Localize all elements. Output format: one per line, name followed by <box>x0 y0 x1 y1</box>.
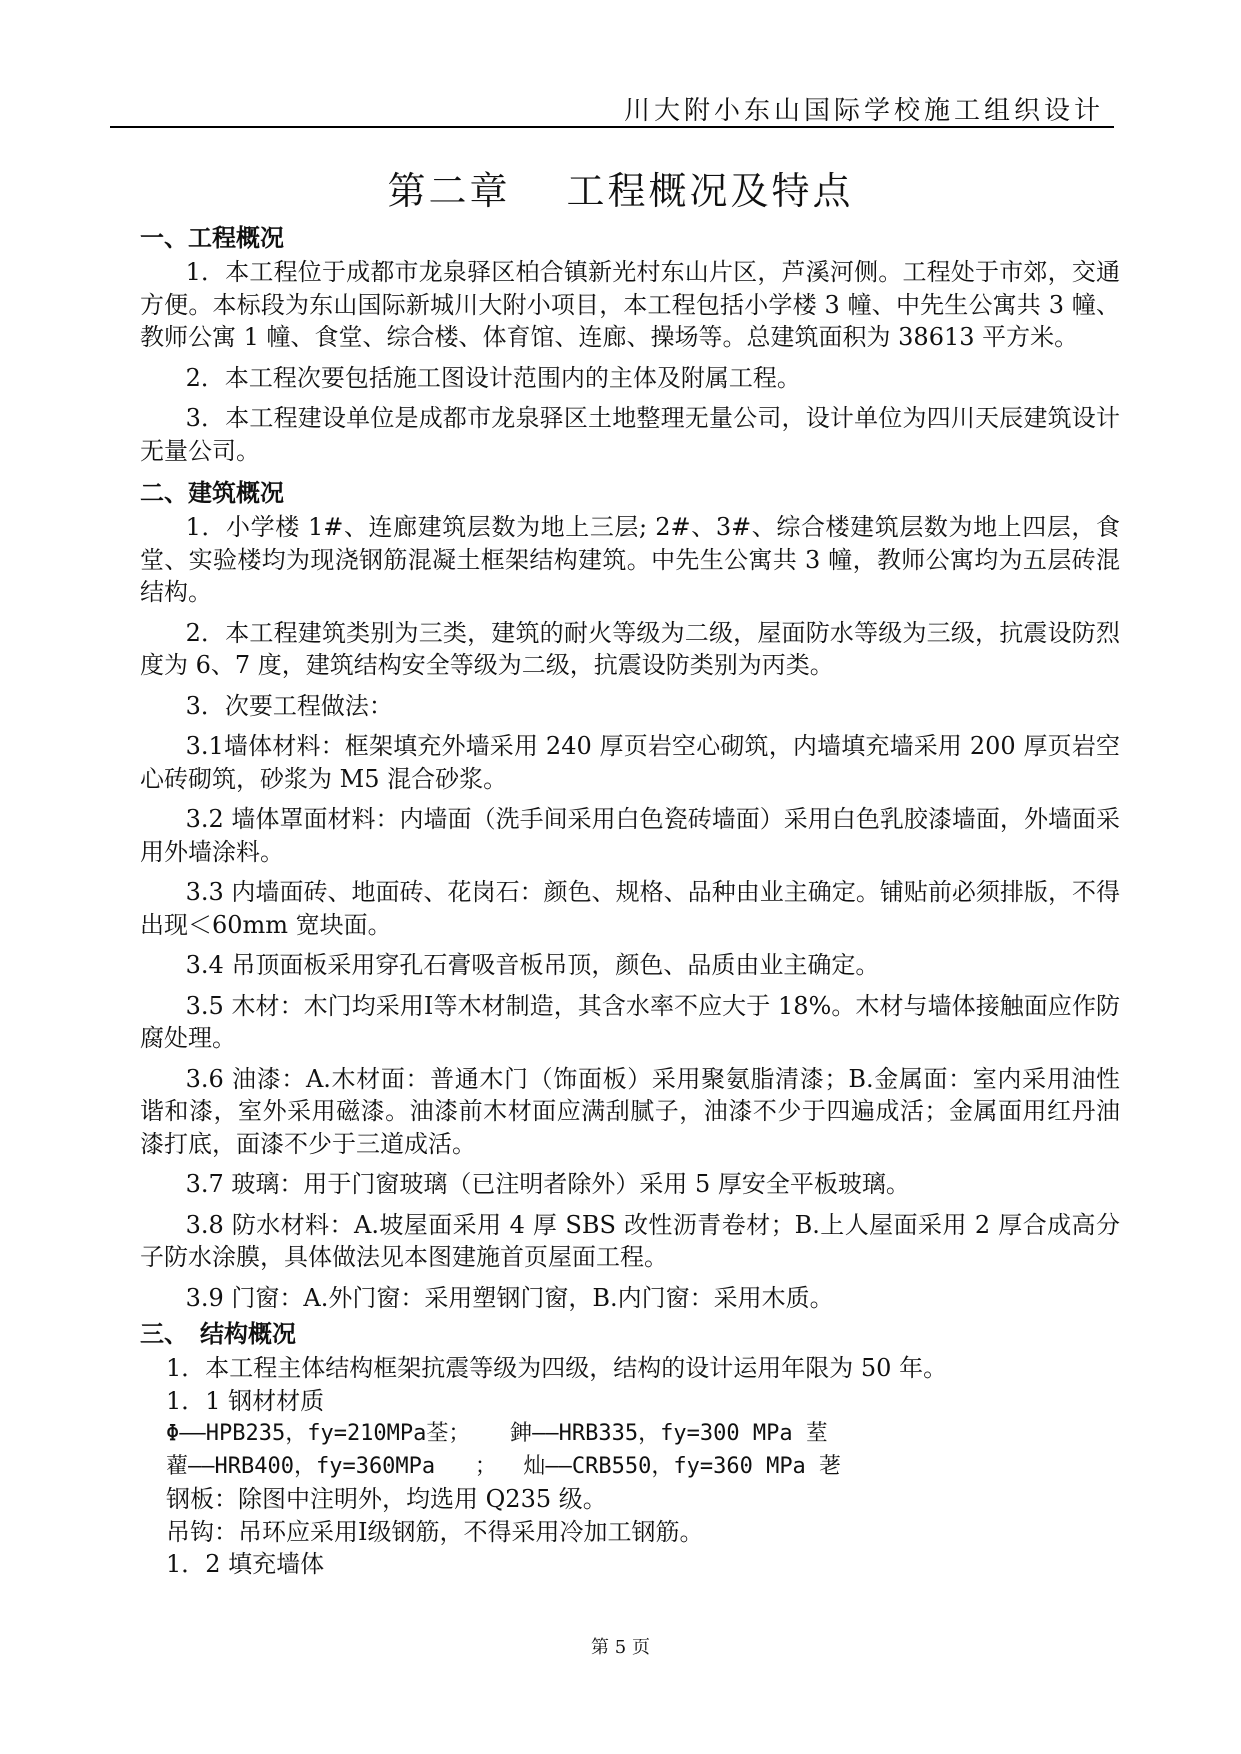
subheading: 1．2 填充墙体 <box>166 1550 325 1578</box>
paragraph: 钢板：除图中注明外，均选用 Q235 级。 <box>166 1485 607 1513</box>
paragraph: 3.8 防水材料：A.坡屋面采用 4 厚 SBS 改性沥青卷材；B.上人屋面采用 2 厚合成高分子防水涂膜，具体做法见本图建施首页屋面工程。 <box>140 1210 1120 1271</box>
page-number: 第 5 页 <box>591 1637 650 1658</box>
paragraph: 2．本工程次要包括施工图设计范围内的主体及附属工程。 <box>185 363 801 392</box>
paragraph: 吊钩：吊环应采用Ⅰ级钢筋，不得采用冷加工钢筋。 <box>166 1517 704 1546</box>
paragraph: 3．本工程建设单位是成都市龙泉驿区土地整理无量公司，设计单位为四川天辰建筑设计无量公司。 <box>140 404 1120 465</box>
document-body <box>140 218 1120 1581</box>
section-heading-2: 二、建筑概况 <box>140 479 284 507</box>
subheading: 1．1 钢材材质 <box>166 1386 325 1415</box>
paragraph: 3.3 内墙面砖、地面砖、花岗石：颜色、规格、品种由业主确定。铺贴前必须排版，不得出现＜60mm 宽块面。 <box>140 878 1120 939</box>
paragraph: 2．本工程建筑类别为三类，建筑的耐火等级为二级，屋面防水等级为三级，抗震设防烈度为 6、7 度，建筑结构安全等级为二级，抗震设防类别为丙类。 <box>140 618 1120 679</box>
paragraph: 3.5 木材：木门均采用Ⅰ等木材制造，其含水率不应大于 18%。木材与墙体接触面应作防腐处理。 <box>140 991 1120 1052</box>
paragraph: 3.4 吊顶面板采用穿孔石膏吸音板吊顶，颜色、品质由业主确定。 <box>185 951 880 979</box>
paragraph: 1．本工程位于成都市龙泉驿区柏合镇新光村东山片区，芦溪河侧。工程处于市郊，交通方便。本标段为东山国际新城川大附小项目，本工程包括小学楼 3 幢、中先生公寓共 3 幢、教师公寓 1 幢、食堂、综合楼、体育馆、连廊、操场等。总建筑面积为 38613 平方米。 <box>140 258 1120 351</box>
paragraph: 3．次要工程做法： <box>185 691 393 720</box>
steel-grade-line: 藋——HRB400，fy=360MPa ； 灿——CRB550，fy=360 MPa 荖 <box>166 1454 842 1479</box>
paragraph: 3.6 油漆：A.木材面：普通木门（饰面板）采用聚氨脂清漆；B.金属面：室内采用油性谐和漆，室外采用磁漆。油漆前木材面应满刮腻子，油漆不少于四遍成活；金属面用红丹油漆打底，面漆不少于三道成活。 <box>140 1064 1120 1158</box>
section-heading-1: 一、工程概况 <box>140 224 284 252</box>
section-heading-3: 三、 结构概况 <box>140 1320 296 1348</box>
paragraph: 3.9 门窗：A.外门窗：采用塑钢门窗，B.内门窗：采用木质。 <box>185 1283 834 1312</box>
chapter-title: 第二章 工程概况及特点 <box>387 169 854 213</box>
paragraph: 3.2 墙体罩面材料：内墙面（洗手间采用白色瓷砖墙面）采用白色乳胶漆墙面，外墙面采用外墙涂料。 <box>140 805 1120 866</box>
page-header <box>110 86 1114 128</box>
steel-grade-line: Φ——HPB235，fy=210MPa荃； 鉮——HRB335，fy=300 MPa 荎 <box>166 1421 828 1446</box>
paragraph: 1．小学楼 1#、连廊建筑层数为地上三层; 2#、3#、综合楼建筑层数为地上四层，食堂、实验楼均为现浇钢筋混凝土框架结构建筑。中先生公寓共 3 幢，教师公寓均为五层砖混结构。 <box>140 513 1120 606</box>
paragraph: 3.7 玻璃：用于门窗玻璃（已注明者除外）采用 5 厚安全平板玻璃。 <box>185 1170 910 1198</box>
paragraph: 1．本工程主体结构框架抗震等级为四级，结构的设计运用年限为 50 年。 <box>166 1354 948 1382</box>
paragraph: 3.1墙体材料：框架填充外墙采用 240 厚页岩空心砌筑，内墙填充墙采用 200 厚页岩空心砖砌筑，砂浆为 M5 混合砂浆。 <box>140 732 1120 793</box>
header-title: 川大附小东山国际学校施工组织设计 <box>623 96 1104 126</box>
